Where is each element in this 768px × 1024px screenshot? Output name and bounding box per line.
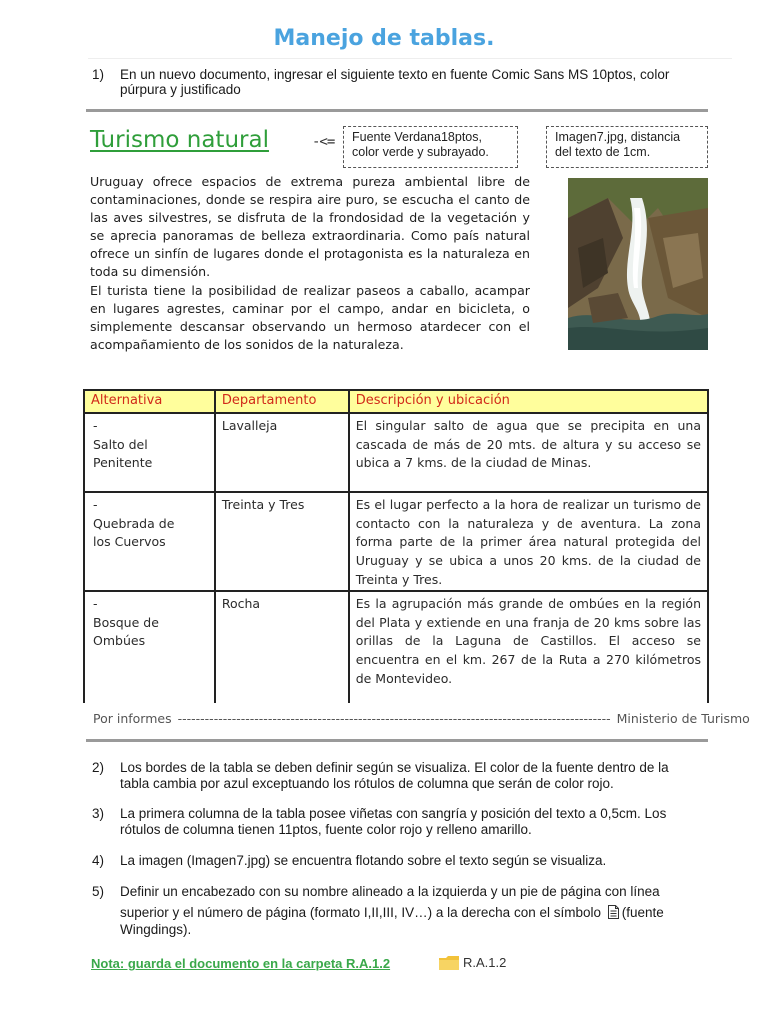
instruction-text-line3: Wingdings). <box>120 922 192 937</box>
footer-right-text: Ministerio de Turismo <box>616 711 750 726</box>
tourism-table <box>83 389 709 703</box>
image-callout-line1: Imagen7.jpg, distancia <box>555 130 681 144</box>
department-cell: Rocha <box>215 591 349 703</box>
instruction-number: 5) <box>92 884 105 899</box>
section-divider-bottom <box>86 739 708 742</box>
instruction-text-line2: púrpura y justificado <box>120 82 241 97</box>
table-row <box>84 591 708 703</box>
save-note: Nota: guarda el documento en la carpeta R.A.1.2 <box>91 956 391 971</box>
bullet: - <box>93 417 98 433</box>
bullet: - <box>93 595 98 611</box>
page-title: Manejo de tablas. <box>273 26 495 51</box>
instruction-text-line1: Definir un encabezado con su nombre alineado a la izquierda y un pie de página con línea <box>120 884 660 899</box>
alternative-name-line1: Bosque de <box>93 614 159 630</box>
instruction-3 <box>92 805 712 841</box>
table-header-row <box>84 390 708 413</box>
body-paragraph-2: El turista tiene la posibilidad de realizar paseos a caballo, acampar en lugares agrestes, caminar por el campo, andar en bicicleta, o simplemente descansar observando un hermoso atardecer con el acompañamiento de los sonidos de la naturaleza. <box>90 282 530 352</box>
column-header-departamento: Departamento <box>215 390 349 413</box>
table-row <box>84 492 708 591</box>
font-callout-line2: color verde y subrayado. <box>352 145 489 159</box>
folder-label: R.A.1.2 <box>463 955 507 970</box>
column-header-alternativa: Alternativa <box>84 390 215 413</box>
font-callout <box>343 126 518 168</box>
alternative-name-line1: Salto del <box>93 436 148 452</box>
folder-icon <box>439 956 459 970</box>
section-divider-top <box>86 109 708 112</box>
font-callout-line1: Fuente Verdana18ptos, <box>352 130 482 144</box>
document-body <box>90 173 530 354</box>
instruction-number: 4) <box>92 853 105 868</box>
description-cell: El singular salto de agua que se precipita en una cascada de más de 20 mts. de altura y su acceso se ubica a 7 kms. de la ciudad de Minas. <box>349 413 708 492</box>
department-cell: Treinta y Tres <box>215 492 349 591</box>
alternative-name-line2: los Cuervos <box>93 534 166 550</box>
alternative-name-line2: Ombúes <box>93 633 146 649</box>
document-heading: Turismo natural <box>90 127 269 153</box>
department-cell: Lavalleja <box>215 413 349 492</box>
title-divider <box>88 58 732 59</box>
alternative-name-line2: Penitente <box>93 455 153 471</box>
instruction-text-line2a: superior y el número de página (formato I,II,III, IV…) a la derecha con el símbolo <box>120 905 601 920</box>
footer-dash-leader: ------------------------------------------------------------------------------------------------ <box>177 711 611 726</box>
column-header-descripcion: Descripción y ubicación <box>349 390 708 413</box>
instruction-number: 1) <box>92 67 105 82</box>
document-footer-line <box>93 711 750 726</box>
folder-shortcut[interactable] <box>439 955 506 970</box>
image-callout-line2: del texto de 1cm. <box>555 145 651 159</box>
alternative-cell <box>84 591 215 703</box>
description-cell: Es el lugar perfecto a la hora de realizar un turismo de contacto con la naturaleza y de aventura. La zona forma parte de la primer área natural protegida del Uruguay y se ubica a unos 20 kms. de la ciudad de Treinta y Tres. <box>349 492 708 591</box>
instruction-text-line1: La primera columna de la tabla posee viñetas con sangría y posición del texto a 0,5cm. Los <box>120 806 667 821</box>
alternative-cell <box>84 413 215 492</box>
instruction-number: 2) <box>92 760 105 775</box>
instruction-5 <box>92 883 712 939</box>
callout-arrow: -<= <box>312 134 335 150</box>
alternative-cell <box>84 492 215 591</box>
description-cell: Es la agrupación más grande de ombúes en la región del Plata y extiende en una franja de 20 kms sobre las orillas de la Laguna de Castillos. El acceso se encuentra en el km. 267 de la Ruta a 270 kilómetros de Montevideo. <box>349 591 708 703</box>
instruction-4 <box>92 852 712 870</box>
waterfall-image <box>568 178 708 350</box>
bullet: - <box>93 496 98 512</box>
instruction-text-line2: rótulos de columna tienen 11ptos, fuente color rojo y relleno amarillo. <box>120 822 532 837</box>
table-row <box>84 413 708 492</box>
footer-left-text: Por informes <box>93 711 172 726</box>
instruction-number: 3) <box>92 806 105 821</box>
instruction-2 <box>92 759 712 795</box>
instruction-text-line2 <box>120 904 664 921</box>
instruction-text-line2b: (fuente <box>621 905 664 920</box>
document-icon <box>608 905 619 919</box>
body-paragraph-1: Uruguay ofrece espacios de extrema pureza ambiental libre de contaminaciones, donde se respira aire puro, se escucha el canto de las aves silvestres, se disfruta de la frondosidad de la vegetación y se aprecia panoramas de belleza extraordinaria. Como país natural ofrece un sinfín de lugares donde el protagonista es la naturaleza en toda su dimensión. <box>90 174 530 280</box>
image-callout <box>546 126 708 168</box>
instruction-text-line1: En un nuevo documento, ingresar el siguiente texto en fuente Comic Sans MS 10ptos, color <box>120 67 670 82</box>
instruction-text-line2: tabla cambia por azul exceptuando los rótulos de columna que serán de color rojo. <box>120 776 614 791</box>
instruction-1 <box>92 66 712 102</box>
instruction-text-line1: La imagen (Imagen7.jpg) se encuentra flotando sobre el texto según se visualiza. <box>120 853 607 868</box>
instruction-text-line1: Los bordes de la tabla se deben definir según se visualiza. El color de la fuente dentro de la <box>120 760 669 775</box>
alternative-name-line1: Quebrada de <box>93 515 175 531</box>
